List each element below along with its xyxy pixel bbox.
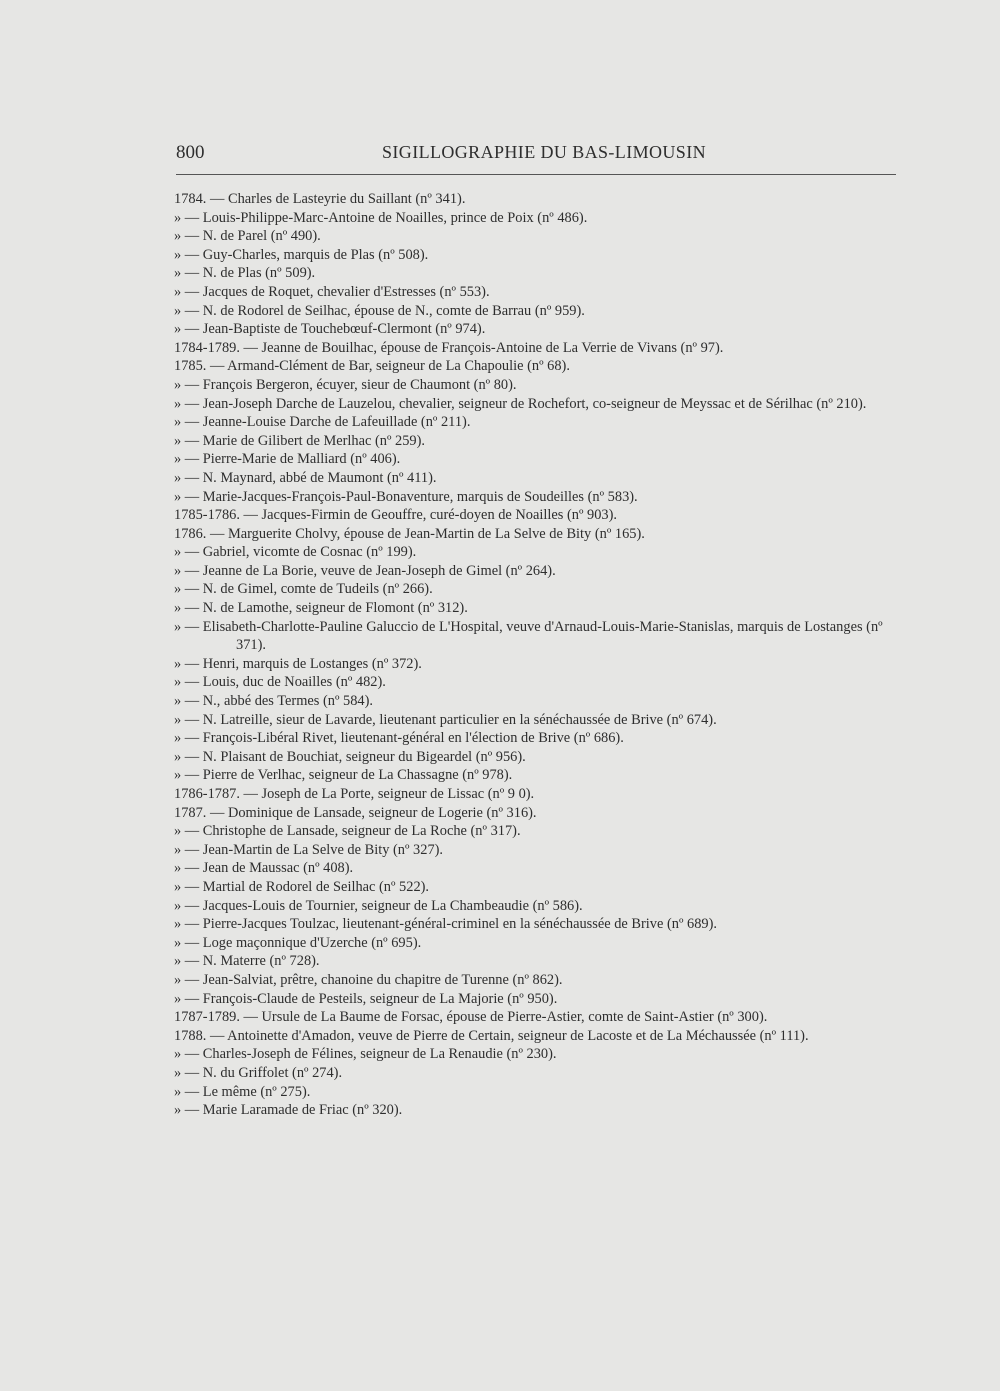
list-item: » — Loge maçonnique d'Uzerche (nº 695). xyxy=(174,934,422,951)
page-header xyxy=(176,138,896,168)
list-item: » — Martial de Rodorel de Seilhac (nº 522). xyxy=(174,878,430,895)
page-number: 800 xyxy=(176,142,205,163)
list-item: » — N. du Griffolet (nº 274). xyxy=(174,1064,343,1081)
list-item: 1786. — Marguerite Cholvy, épouse de Jean-Martin de La Selve de Bity (nº 165). xyxy=(174,525,645,542)
list-item: 1787-1789. — Ursule de La Baume de Forsac, épouse de Pierre-Astier, comte de Saint-Astier (nº 300). xyxy=(174,1009,768,1026)
list-item: » — Gabriel, vicomte de Cosnac (nº 199). xyxy=(174,544,417,561)
list-item: » — N. Maynard, abbé de Maumont (nº 411). xyxy=(174,469,437,486)
header-rule xyxy=(176,174,896,175)
list-item: » — Louis-Philippe-Marc-Antoine de Noailles, prince de Poix (nº 486). xyxy=(174,209,588,226)
list-item: » — Charles-Joseph de Félines, seigneur de La Renaudie (nº 230). xyxy=(174,1046,557,1063)
running-title: SIGILLOGRAPHIE DU BAS-LIMOUSIN xyxy=(382,142,706,162)
list-item: » — Jean-Salviat, prêtre, chanoine du chapitre de Turenne (nº 862). xyxy=(174,971,563,988)
list-item: » — Marie-Jacques-François-Paul-Bonaventure, marquis de Soudeilles (nº 583). xyxy=(174,488,638,505)
list-item: 1785. — Armand-Clément de Bar, seigneur de La Chapoulie (nº 68). xyxy=(174,358,570,375)
list-item: » — Pierre de Verlhac, seigneur de La Chassagne (nº 978). xyxy=(174,767,513,784)
list-item: » — N. de Plas (nº 509). xyxy=(174,265,316,282)
entry-list xyxy=(174,190,896,1120)
list-item: » — Christophe de Lansade, seigneur de La Roche (nº 317). xyxy=(174,823,521,840)
list-item: » — Jeanne-Louise Darche de Lafeuillade (nº 211). xyxy=(174,414,471,431)
list-item: » — Jacques de Roquet, chevalier d'Estresses (nº 553). xyxy=(174,283,490,300)
list-item: » — Marie Laramade de Friac (nº 320). xyxy=(174,1102,403,1119)
list-item: » — N. de Gimel, comte de Tudeils (nº 266). xyxy=(174,581,433,598)
list-item: » — Jean-Martin de La Selve de Bity (nº 327). xyxy=(174,841,444,858)
list-item: » — François Bergeron, écuyer, sieur de Chaumont (nº 80). xyxy=(174,376,517,393)
list-item: » — Pierre-Jacques Toulzac, lieutenant-général-criminel en la sénéchaussée de Brive (nº 689). xyxy=(174,916,718,933)
list-item: » — Jean-Baptiste de Touchebœuf-Clermont (nº 974). xyxy=(174,321,486,338)
list-item: » — N. de Parel (nº 490). xyxy=(174,228,321,245)
list-item: » — N. Materre (nº 728). xyxy=(174,953,320,970)
list-item: » — N. Plaisant de Bouchiat, seigneur du Bigeardel (nº 956). xyxy=(174,748,526,765)
list-item: 1784. — Charles de Lasteyrie du Saillant (nº 341). xyxy=(174,191,466,207)
list-item: » — Jacques-Louis de Tournier, seigneur de La Chambeaudie (nº 586). xyxy=(174,897,583,914)
list-item: » — Jeanne de La Borie, veuve de Jean-Joseph de Gimel (nº 264). xyxy=(174,562,556,579)
list-item: 1785-1786. — Jacques-Firmin de Geouffre, curé-doyen de Noailles (nº 903). xyxy=(174,507,617,524)
list-item: 1787. — Dominique de Lansade, seigneur de Logerie (nº 316). xyxy=(174,804,537,821)
list-item: » — Guy-Charles, marquis de Plas (nº 508). xyxy=(174,246,429,263)
list-item: » — Louis, duc de Noailles (nº 482). xyxy=(174,674,386,691)
list-item: » — N. de Rodorel de Seilhac, épouse de N., comte de Barrau (nº 959). xyxy=(174,302,585,319)
list-item: » — N. Latreille, sieur de Lavarde, lieutenant particulier en la sénéchaussée de Brive (nº 674). xyxy=(174,711,717,728)
list-item: » — N. de Lamothe, seigneur de Flomont (nº 312). xyxy=(174,600,468,617)
list-item: 1786-1787. — Joseph de La Porte, seigneur de Lissac (nº 9 0). xyxy=(174,786,535,802)
list-item: » — N., abbé des Termes (nº 584). xyxy=(174,693,374,710)
list-item: 1784-1789. — Jeanne de Bouilhac, épouse de François-Antoine de La Verrie de Vivans (nº 97). xyxy=(174,339,724,356)
list-item: » — François-Libéral Rivet, lieutenant-général en l'élection de Brive (nº 686). xyxy=(174,730,624,747)
list-item: » — Henri, marquis de Lostanges (nº 372). xyxy=(174,655,422,672)
list-item: 1788. — Antoinette d'Amadon, veuve de Pierre de Certain, seigneur de Lacoste et de La Méchaussée (nº 111). xyxy=(174,1027,809,1044)
list-item: » — Marie de Gilibert de Merlhac (nº 259). xyxy=(174,432,426,449)
list-item: » — Pierre-Marie de Malliard (nº 406). xyxy=(174,451,401,468)
list-item: » — François-Claude de Pesteils, seigneur de La Majorie (nº 950). xyxy=(174,990,558,1007)
list-item: » — Jean de Maussac (nº 408). xyxy=(174,860,354,877)
list-item: » — Le même (nº 275). xyxy=(174,1083,311,1100)
list-item: » — Elisabeth-Charlotte-Pauline Galuccio de L'Hospital, veuve d'Arnaud-Louis-Marie-Stanislas, marquis de Lostanges (nº 371). xyxy=(174,618,883,654)
list-item: » — Jean-Joseph Darche de Lauzelou, chevalier, seigneur de Rochefort, co-seigneur de Meyssac et de Sérilhac (nº 210). xyxy=(174,395,867,412)
